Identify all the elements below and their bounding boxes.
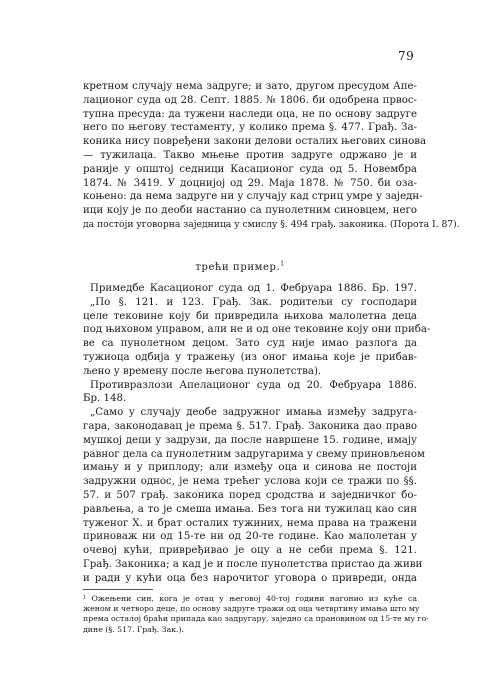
text-line: лационог суда од 28. Септ. 1885. № 1806. би одобрена првос- bbox=[83, 94, 417, 106]
text-line: „Само у случају деобе задружног имања између задруга- bbox=[90, 407, 417, 419]
text-line: и ради у кући оца без нарочитог уговора о привреди, онда bbox=[83, 572, 417, 584]
text-line: тужиоца одбија у тражењу (из оног имања које је прибав- bbox=[83, 351, 417, 363]
section-heading bbox=[0, 262, 480, 273]
text-line: коњено: да нема задруге ни у случају кад стриц умре у заједн- bbox=[83, 191, 423, 203]
text-line: коника нису повређени закони делови осталих његових синова bbox=[83, 136, 427, 148]
text-line: него по његову тестаменту, у колико према §. 477. Грађ. За- bbox=[83, 122, 417, 134]
page-number: 79 bbox=[398, 49, 415, 63]
footnote-line: према осталој браћи припада као задругару, заједно са прановином од 15-те му го- bbox=[83, 614, 429, 624]
text-line: да постоји уговорна заједница у смислу §. 494 грађ. законика. (Порота I. 87). bbox=[83, 218, 460, 230]
text-line: задружни однос, је нема трећег услова који се тражи по §§. bbox=[83, 476, 417, 488]
text-line: целе тековине коју би привредила њихова малолетна деца bbox=[83, 310, 417, 322]
text-line: Противразлози Апелационог суда од 20. Фебруара 1886. bbox=[90, 379, 417, 391]
text-line: Бр. 148. bbox=[83, 393, 127, 405]
text-line: тупна пресуда: да тужени наследи оца, не по основу задруге bbox=[83, 108, 417, 120]
text-line: равног дела са пунолетним задругарима у свему приновљеном bbox=[83, 448, 425, 460]
footnote-line: женом и четворо деце, по основу задруге тражи од оца четвртину имања што му bbox=[83, 604, 420, 614]
footnote-line: ¹ Ожењени син, кога је отац у његовој 40-тој години нагонио из куће са bbox=[83, 594, 417, 603]
text-line: 1874. № 3419. У доцнијој од 29. Маја 1878. № 750. би оза- bbox=[83, 177, 417, 189]
footnote bbox=[83, 594, 429, 635]
text-line: љено у времену после његова пунолетства). bbox=[83, 365, 322, 377]
text-line: Грађ. Законика; а кад је и после пунолетства пристао да живи bbox=[83, 558, 423, 570]
text-line: очевој кући, привређивао је оцу а не себи према §. 121. bbox=[83, 545, 417, 557]
footnote-marker: 1 bbox=[280, 260, 285, 268]
text-line: туженог X. и брат осталих тужиних, нема права на тражени bbox=[83, 517, 417, 529]
footnote-divider bbox=[83, 589, 153, 590]
text-line: мушкој деци у задрузи, да после навршене 15. године, имају bbox=[83, 434, 417, 446]
text-line: раније у општој седници Касационог суда од 5. Новембра bbox=[83, 163, 417, 175]
text-line: 57. и 507 грађ. законика поред сродства и заједничког бо- bbox=[83, 489, 417, 501]
footnote-line: дине (§. 517. Грађ. Зак.). bbox=[83, 624, 185, 634]
lower-paragraph bbox=[83, 282, 431, 586]
text-line: гара, законодавац је према §. 517. Грађ. Законика дао право bbox=[83, 420, 417, 432]
text-line: приноваж ни од 15-те ни од 20-те године. Као малолетан у bbox=[83, 531, 417, 543]
text-line: ици коју је по деоби настанио са пунолетним синовцем, него bbox=[83, 205, 417, 217]
text-line: рављења, а то је смеша имања. Без тога ни тужилац као син bbox=[83, 503, 417, 515]
upper-paragraph bbox=[83, 80, 460, 232]
text-line: кретном случају нема задруге; и зато, другом пресудом Апе- bbox=[83, 81, 417, 92]
text-line: — тужилаца. Такво мњење против задруге одржано је и bbox=[83, 149, 417, 161]
text-line: под њиховом управом, али не и од оне тековине коју они приба- bbox=[83, 324, 431, 336]
text-line: „По §. 121. и 123. Грађ. Зак. родитељи су господари bbox=[90, 296, 417, 308]
text-line: ве са пунолетном децом. Зато суд није имао разлога да bbox=[83, 338, 417, 350]
section-heading-text: трећи пример. bbox=[195, 262, 281, 273]
text-line: имању и у приплоду; али између оца и синова не постоји bbox=[83, 462, 417, 474]
text-line: Примедбе Касационог суда од 1. Фебруара 1886. Бр. 197. bbox=[90, 283, 417, 294]
